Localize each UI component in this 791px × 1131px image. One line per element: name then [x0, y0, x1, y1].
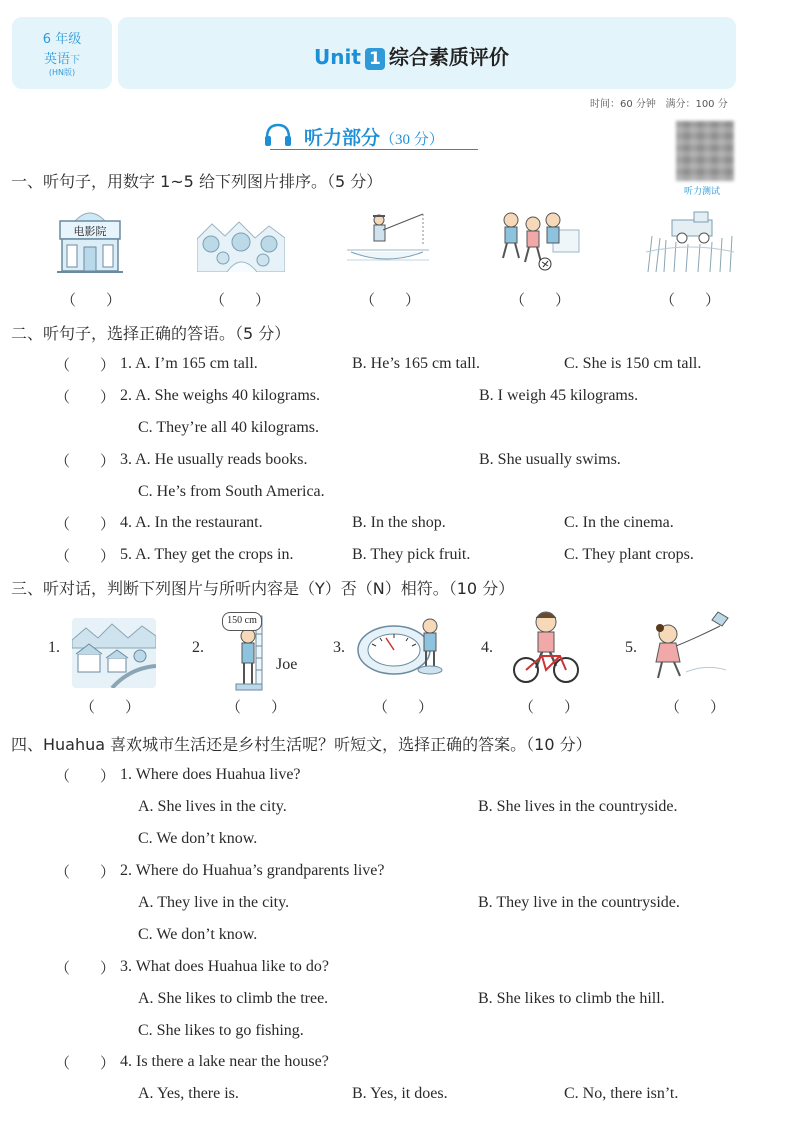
- question-option: 5. A. They get the crops in.: [120, 546, 294, 563]
- question-option: B. They pick fruit.: [352, 546, 471, 563]
- children-playing-picture: [497, 208, 583, 272]
- answer-blank[interactable]: （ ）: [80, 698, 141, 716]
- question-text: 4. Is there a lake near the house?: [120, 1053, 329, 1070]
- subject-label: 英语下: [43, 52, 80, 67]
- answer-blank[interactable]: （ ）: [519, 698, 580, 716]
- question-option: C. She likes to go fishing.: [138, 1022, 304, 1039]
- farm-field-picture: [646, 208, 734, 272]
- answer-blank[interactable]: （ ）: [55, 388, 116, 406]
- question-option: B. In the shop.: [352, 514, 446, 531]
- answer-blank[interactable]: （ ）: [360, 291, 421, 309]
- cycling-picture: [510, 608, 582, 688]
- kite-flying-picture: [646, 608, 738, 686]
- answer-blank[interactable]: （ ）: [373, 698, 434, 716]
- scale-picture: [356, 614, 452, 680]
- question-option: 3. A. He usually reads books.: [120, 451, 308, 468]
- section2-heading: 二、听句子，选择正确的答语。（5 分）: [11, 324, 291, 343]
- answer-blank[interactable]: （ ）: [55, 515, 116, 533]
- picture-number: 4.: [481, 639, 493, 656]
- picture-number: 3.: [333, 639, 345, 656]
- qr-code[interactable]: [676, 121, 734, 181]
- answer-blank[interactable]: （ ）: [55, 767, 116, 785]
- answer-blank[interactable]: （ ）: [55, 356, 116, 374]
- page-title: Unit 1 综合素质评价: [314, 45, 509, 69]
- answer-blank[interactable]: （ ）: [55, 863, 116, 881]
- edition-label: (HN版): [48, 68, 76, 77]
- question-option: A. She lives in the city.: [138, 798, 287, 815]
- park-picture: [197, 214, 285, 272]
- question-option: B. He’s 165 cm tall.: [352, 355, 480, 372]
- question-option: A. She likes to climb the tree.: [138, 990, 329, 1007]
- name-label: Joe: [276, 656, 298, 673]
- question-option: 1. A. I’m 165 cm tall.: [120, 355, 258, 372]
- answer-blank[interactable]: （ ）: [55, 959, 116, 977]
- answer-blank[interactable]: （ ）: [665, 698, 726, 716]
- question-option: C. She is 150 cm tall.: [564, 355, 702, 372]
- question-option: 2. A. She weighs 40 kilograms.: [120, 387, 320, 404]
- grade-label: 6 年级: [42, 32, 82, 47]
- answer-blank[interactable]: （ ）: [55, 547, 116, 565]
- question-option: C. They plant crops.: [564, 546, 694, 563]
- question-option: B. She usually swims.: [479, 451, 621, 468]
- section1-heading: 一、听句子，用数字 1~5 给下列图片排序。（5 分）: [11, 172, 383, 191]
- answer-blank[interactable]: （ ）: [210, 291, 271, 309]
- unit-number-badge: 1: [365, 48, 385, 70]
- height-bubble: 150 cm: [222, 612, 262, 631]
- question-text: 2. Where do Huahua’s grandparents live?: [120, 862, 385, 879]
- question-option: B. I weigh 45 kilograms.: [479, 387, 639, 404]
- section3-heading: 三、听对话，判断下列图片与所听内容是（Y）否（N）相符。（10 分）: [11, 579, 515, 598]
- question-option: 4. A. In the restaurant.: [120, 514, 263, 531]
- town-picture: [72, 618, 156, 688]
- answer-blank[interactable]: （ ）: [510, 291, 571, 309]
- answer-blank[interactable]: （ ）: [55, 452, 116, 470]
- picture-number: 2.: [192, 639, 204, 656]
- answer-blank[interactable]: （ ）: [226, 698, 287, 716]
- question-text: 1. Where does Huahua live?: [120, 766, 301, 783]
- question-option: B. Yes, it does.: [352, 1085, 448, 1102]
- question-option: C. We don’t know.: [138, 830, 258, 847]
- qr-label: 听力测试: [684, 187, 721, 197]
- question-option: B. She lives in the countryside.: [478, 798, 678, 815]
- fishing-picture: [347, 210, 429, 270]
- answer-blank[interactable]: （ ）: [55, 1054, 116, 1072]
- section4-heading: 四、Huahua 喜欢城市生活还是乡村生活呢？听短文，选择正确的答案。（10 分）: [11, 735, 592, 754]
- question-option: B. They live in the countryside.: [478, 894, 680, 911]
- question-option: C. We don’t know.: [138, 926, 258, 943]
- question-option: C. No, there isn’t.: [564, 1085, 679, 1102]
- listening-section-title: 听力部分（30 分）: [304, 127, 444, 149]
- question-option: C. In the cinema.: [564, 514, 674, 531]
- question-option: A. They live in the city.: [138, 894, 290, 911]
- question-text: 3. What does Huahua like to do?: [120, 958, 329, 975]
- question-option: C. They’re all 40 kilograms.: [138, 419, 319, 436]
- exam-info: 时间：60 分钟 满分：100 分: [590, 99, 728, 110]
- cinema-sign: 电影院: [73, 225, 107, 238]
- question-option: C. He’s from South America.: [138, 483, 325, 500]
- headphone-icon: [263, 122, 293, 148]
- question-option: A. Yes, there is.: [138, 1085, 239, 1102]
- question-option: B. She likes to climb the hill.: [478, 990, 665, 1007]
- answer-blank[interactable]: （ ）: [660, 291, 721, 309]
- answer-blank[interactable]: （ ）: [61, 291, 122, 309]
- cinema-picture: [57, 207, 123, 275]
- picture-number: 1.: [48, 639, 60, 656]
- picture-number: 5.: [625, 639, 637, 656]
- title-underline: [270, 149, 478, 150]
